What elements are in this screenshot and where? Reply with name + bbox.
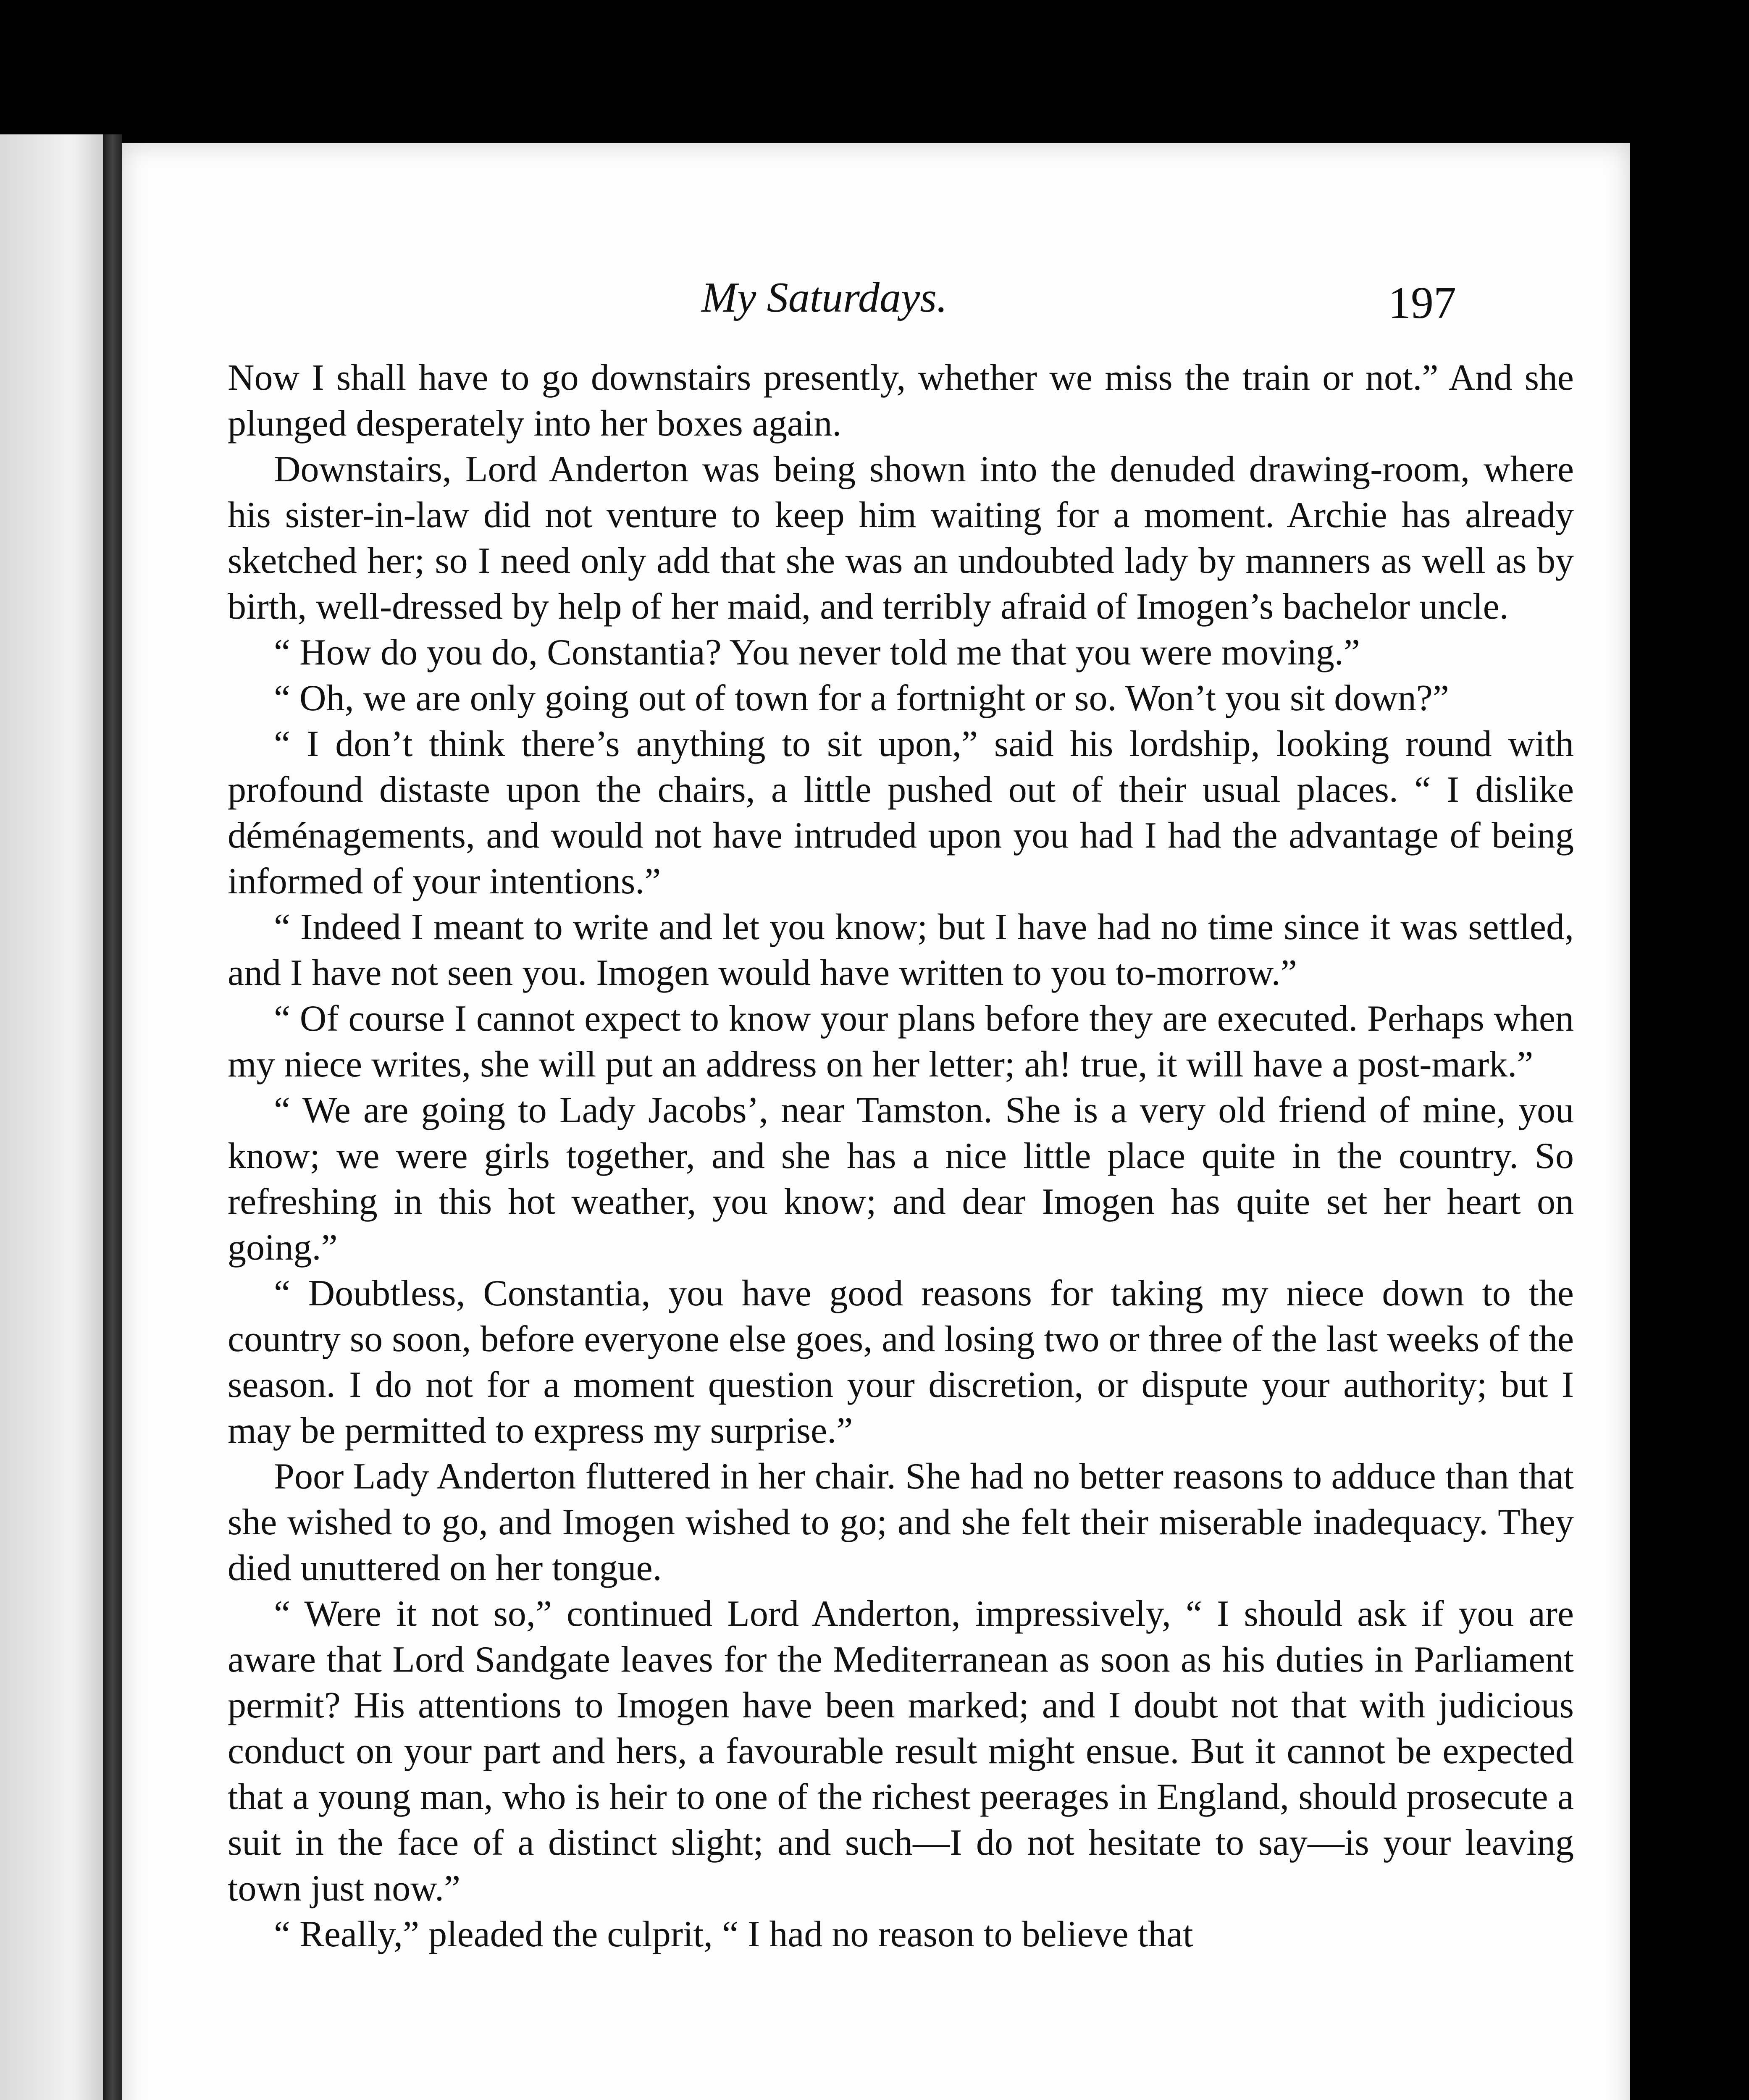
running-head — [122, 252, 1630, 336]
paragraph: “ Were it not so,” continued Lord Anderton, impressively, “ I should ask if you are aware that Lord Sandgate leaves for the Mediterranean as soon as his duties in Parliament permit? His attentions to Imogen have been marked; and I doubt not that with judicious conduct on your part and hers, a favourable result might ensue. But it cannot be expected that a young man, who is heir to one of the richest peerages in England, should prosecute a suit in the face of a distinct slight; and such—I do not hesitate to say—is your leaving town just now.” — [228, 1593, 1574, 1909]
book-gutter — [103, 134, 122, 2100]
paragraph: “ How do you do, Constantia? You never told me that you were moving.” — [274, 632, 1360, 673]
paragraph: “ Oh, we are only going out of town for a fortnight or so. Won’t you sit down?” — [274, 678, 1449, 719]
facing-page-edge — [0, 134, 103, 2100]
paragraph: “ Really,” pleaded the culprit, “ I had no reason to believe that — [274, 1914, 1193, 1955]
paragraph: “ We are going to Lady Jacobs’, near Tamston. She is a very old friend of mine, you know; we were girls together, and she has a nice little place quite in the country. So refreshing in this hot weather, you know; and dear Imogen has quite set her heart on going.” — [228, 1090, 1574, 1268]
paragraph: “ Indeed I meant to write and let you know; but I have had no time since it was settled, and I have not seen you. Imogen would have written to you to-morrow.” — [228, 907, 1574, 993]
paragraph: “ Of course I cannot expect to know your plans before they are executed. Perhaps when my niece writes, she will put an address on her letter; ah! true, it will have a post-mark.” — [228, 998, 1574, 1085]
paragraph: “ Doubtless, Constantia, you have good reasons for taking my niece down to the country so soon, before everyone else goes, and losing two or three of the last weeks of the season. I do not for a moment question your discretion, or dispute your authority; but I may be permitted to express my surprise.” — [228, 1273, 1574, 1451]
paragraph: Downstairs, Lord Anderton was being shown into the denuded drawing-room, where his sister-in-law did not venture to keep him waiting for a moment. Archie has already sketched her; so I need only add that she was an undoubted lady by manners as well as by birth, well-dressed by help of her maid, and terribly afraid of Imogen’s bachelor uncle. — [228, 449, 1574, 627]
body-text — [228, 355, 1574, 1957]
page-number: 197 — [1388, 278, 1456, 328]
running-title: My Saturdays. — [701, 274, 948, 321]
book-page — [122, 143, 1630, 2100]
paragraph: “ I don’t think there’s anything to sit upon,” said his lordship, looking round with profound distaste upon the chairs, a little pushed out of their usual places. “ I dislike déménagements, and would not have intruded upon you had I had the advantage of being informed of your intentions.” — [228, 724, 1574, 902]
paragraph: Poor Lady Anderton fluttered in her chair. She had no better reasons to adduce than that she wished to go, and Imogen wished to go; and she felt their miserable inadequacy. They died unuttered on her tongue. — [228, 1456, 1574, 1588]
paragraph: Now I shall have to go downstairs presently, whether we miss the train or not.” And she plunged desperately into her boxes again. — [228, 357, 1574, 444]
